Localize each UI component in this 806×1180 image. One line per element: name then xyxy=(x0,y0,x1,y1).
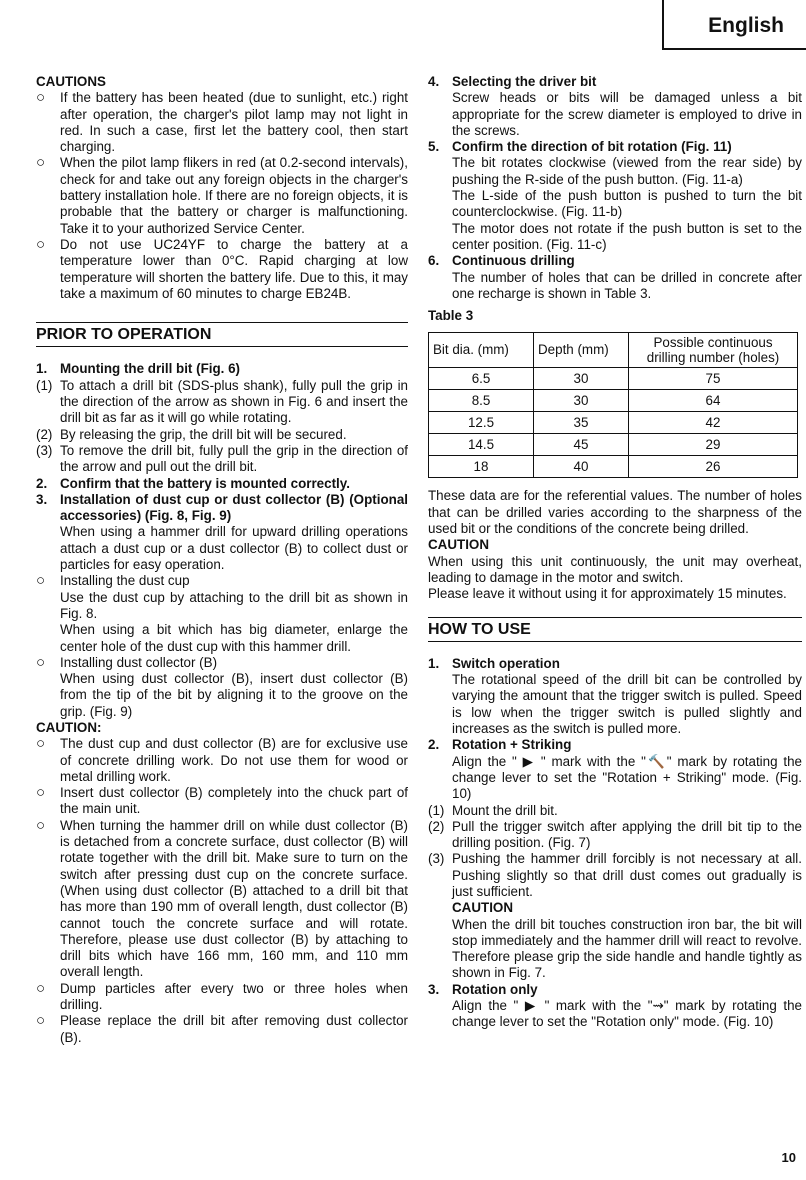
circle-bullet-icon: ○ xyxy=(36,784,46,802)
how-item-3: 3. Rotation only xyxy=(428,981,538,997)
item-6-text: The number of holes that can be drilled in concrete after one recharge is shown in Table 3. xyxy=(452,269,802,301)
subitem: (1) To attach a drill bit (SDS-plus shank), fully pull the grip in the direction of the arrow as shown in Fig. 6 and insert the drill bit as far as it will go while rotating. xyxy=(36,377,408,426)
left-column xyxy=(36,74,408,1046)
collector-text: When using dust collector (B), insert dust collector (B) from the tip of the bit by aligning it to the groove on the grip. (Fig. 9) xyxy=(60,671,408,719)
circle-bullet-icon: ○ xyxy=(36,816,46,834)
circle-bullet-icon: ○ xyxy=(36,1012,46,1030)
rotation-striking-text: Align the " ▶ " mark with the "🔨" mark by rotating the change lever to set the "Rotation + Striking" mode. (Fig. 10) xyxy=(452,753,802,802)
subitem: (1) Mount the drill bit. xyxy=(428,802,558,818)
circle-bullet-icon: ○ xyxy=(36,979,46,997)
caution-item: ○ If the battery has been heated (due to sunlight, etc.) right after operation, the charger's pilot lamp may not light in red. In such a case, first let the battery cool, then start charging. xyxy=(36,89,408,155)
caution2-item: ○ Please replace the drill bit after removing dust collector (B). xyxy=(36,1012,408,1045)
table-row xyxy=(429,368,798,390)
table-cell: 40 xyxy=(534,456,629,478)
item-1: 1. Mounting the drill bit (Fig. 6) xyxy=(36,361,240,377)
table-title: Table 3 xyxy=(428,308,474,324)
circle-bullet-icon: ○ xyxy=(36,653,46,671)
caution-item: ○ Do not use UC24YF to charge the battery at a temperature lower than 0°C. Rapid charging at low temperature will shorten the battery life. Due to this, it may take a maximum of 60 minutes to charge EB24B. xyxy=(36,235,408,301)
table-row xyxy=(429,434,798,456)
dustcup-text: Use the dust cup by attaching to the drill bit as shown in Fig. 8. xyxy=(60,589,408,621)
caution-item: ○ When the pilot lamp flikers in red (at 0.2-second intervals), check for and take out any foreign objects in the charger's battery installation hole. If there are no foreign objects, it is probable that the battery or charger is malfunctioning. Take it to your authorized Service Center. xyxy=(36,154,408,236)
circle-bullet-icon: ○ xyxy=(36,572,46,590)
table-cell: 30 xyxy=(534,390,629,412)
table-cell: 12.5 xyxy=(429,412,534,434)
table-cell: 42 xyxy=(629,412,798,434)
table-note: These data are for the referential values. The number of holes that can be drilled varies according to the sharpness of the used bit or the conditions of the concrete being drilled. xyxy=(428,488,802,537)
circle-bullet-icon: ○ xyxy=(36,89,46,107)
language-label: English xyxy=(708,14,784,37)
section-title-prior: PRIOR TO OPERATION xyxy=(36,322,408,347)
table-cell: 14.5 xyxy=(429,434,534,456)
table-cell: 18 xyxy=(429,456,534,478)
subitem: (2) By releasing the grip, the drill bit will be secured. xyxy=(36,426,347,442)
rs-caution: CAUTION xyxy=(452,900,513,916)
table-cell: 29 xyxy=(629,434,798,456)
item-4: 4. Selecting the driver bit xyxy=(428,74,597,89)
circle-bullet-icon: ○ xyxy=(36,735,46,753)
table-header-row xyxy=(429,333,798,368)
table-header: Depth (mm) xyxy=(534,333,629,368)
item-5: 5. Confirm the direction of bit rotation (Fig. 11) xyxy=(428,139,732,155)
caution-text: Please leave it without using it for approximately 15 minutes. xyxy=(428,586,787,602)
subitem: (3) Pushing the hammer drill forcibly is not necessary at all. Pushing slightly so that drill dust comes out gradually is just sufficient. xyxy=(428,851,802,899)
circle-bullet-icon: ○ xyxy=(36,154,46,172)
item-3-text: When using a hammer drill for upward drilling operations attach a dust cup or a dust collector (B) to collect dust or particles for easy operation. xyxy=(60,524,408,573)
subitem: (2) Pull the trigger switch after applying the drill bit tip to the drilling position. (Fig. 7) xyxy=(428,818,802,851)
language-tab xyxy=(662,0,806,50)
table-cell: 64 xyxy=(629,390,798,412)
caution-text: When using this unit continuously, the unit may overheat, leading to damage in the motor and switch. xyxy=(428,553,802,585)
section-title-howto: HOW TO USE xyxy=(428,617,802,642)
dustcup-item: ○ Installing the dust cup xyxy=(36,572,190,590)
rs-caution-text: When the drill bit touches construction iron bar, the bit will stop immediately and the hammer drill will react to revolve. Therefore please grip the side handle and handle tightly as shown in Fig. 7. xyxy=(452,916,802,981)
rotation-only-text: Align the " ▶ " mark with the "⇝" mark by rotating the change lever to set the "Rotation only" mode. (Fig. 10) xyxy=(452,998,802,1030)
right-column xyxy=(428,74,802,1031)
caution2-item: ○ Dump particles after every two or three holes when drilling. xyxy=(36,979,408,1013)
table-cell: 45 xyxy=(534,434,629,456)
table-row xyxy=(429,456,798,478)
caution2-item: ○ When turning the hammer drill on while dust collector (B) is detached from a concrete surface, dust collector (B) will rotate together with the drill bit. Make sure to turn on the switch after pressing dust cup on the concrete surface. (When using dust collector (B) attached to a drill bit that has more than 190 mm of overall length, dust collector (B) cannot touch the concrete surface and will rotate. Therefore, please use dust collector (B) by attaching to drill bits which have 166 mm, 160 mm, and 110 mm overall length. xyxy=(36,816,408,980)
caution2-title: CAUTION: xyxy=(36,719,102,735)
table-row xyxy=(429,390,798,412)
item-2: 2. Confirm that the battery is mounted correctly. xyxy=(36,475,350,491)
circle-bullet-icon: ○ xyxy=(36,235,46,253)
subitem: (3) To remove the drill bit, fully pull the grip in the direction of the arrow and pull out the drill bit. xyxy=(36,442,408,475)
item-3: 3. Installation of dust cup or dust collector (B) (Optional accessories) (Fig. 8, Fig. 9) xyxy=(36,491,408,524)
switch-text: The rotational speed of the drill bit can be controlled by varying the amount that the trigger switch is pulled. Speed is low when the trigger switch is pulled slightly and increases as the switch is pulled more. xyxy=(452,672,802,737)
dustcup-text: When using a bit which has big diameter, enlarge the center hole of the dust cup with this hammer drill. xyxy=(60,622,408,654)
table-cell: 30 xyxy=(534,368,629,390)
item-5-text: The motor does not rotate if the push button is set to the center position. (Fig. 11-c) xyxy=(452,220,802,252)
item-6: 6. Continuous drilling xyxy=(428,253,575,269)
item-5-text: The L-side of the push button is pushed to turn the bit counterclockwise. (Fig. 11-b) xyxy=(452,188,802,220)
caution2-item: ○ Insert dust collector (B) completely into the chuck part of the main unit. xyxy=(36,784,408,817)
table-cell: 75 xyxy=(629,368,798,390)
table-cell: 26 xyxy=(629,456,798,478)
how-item-2: 2. Rotation + Striking xyxy=(428,737,572,753)
caution2-item: ○ The dust cup and dust collector (B) are for exclusive use of concrete drilling work. Do not use them for wood or metal drilling work. xyxy=(36,735,408,784)
page-number: 10 xyxy=(781,1150,796,1165)
cautions-title: CAUTIONS xyxy=(36,74,106,89)
table-cell: 35 xyxy=(534,412,629,434)
table-cell: 8.5 xyxy=(429,390,534,412)
item-5-text: The bit rotates clockwise (viewed from the rear side) by pushing the R-side of the push button. (Fig. 11-a) xyxy=(452,155,802,187)
table-row xyxy=(429,412,798,434)
table-cell: 6.5 xyxy=(429,368,534,390)
how-item-1: 1. Switch operation xyxy=(428,655,560,671)
drilling-table xyxy=(428,332,798,478)
caution-title: CAUTION xyxy=(428,537,489,553)
collector-item: ○ Installing dust collector (B) xyxy=(36,653,218,671)
table-header: Possible continuous drilling number (holes) xyxy=(629,333,798,368)
table-header: Bit dia. (mm) xyxy=(429,333,534,368)
item-4-text: Screw heads or bits will be damaged unless a bit appropriate for the screw diameter is employed to drive in the screws. xyxy=(452,90,802,138)
